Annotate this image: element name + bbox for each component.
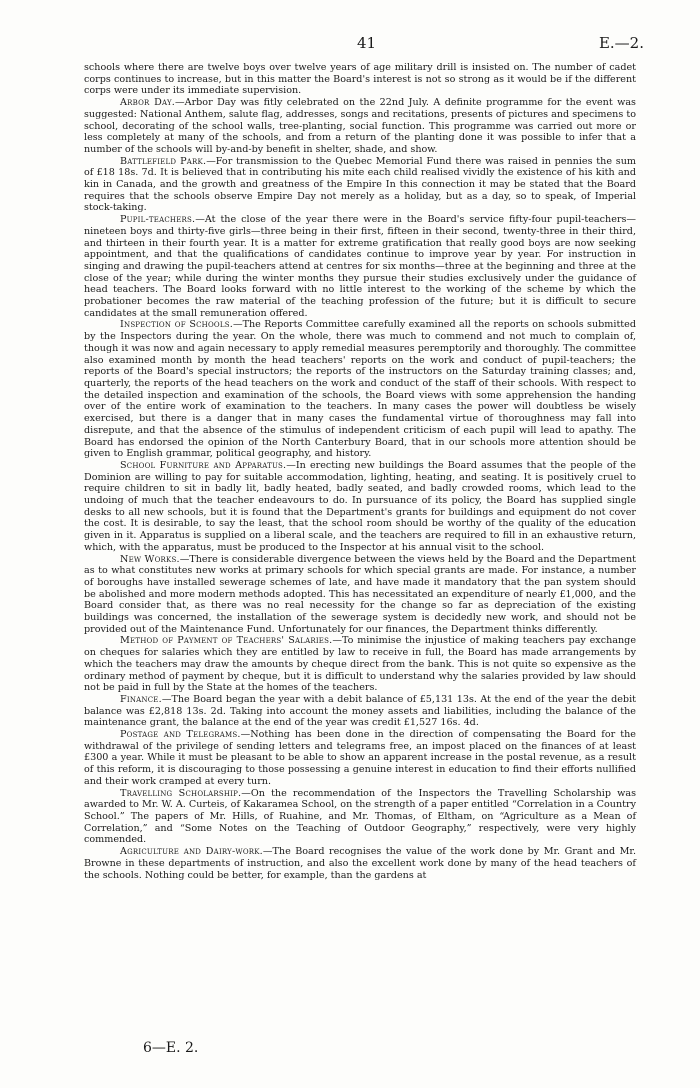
paragraph-postage-telegrams <box>84 729 636 788</box>
paragraph-text: —There is considerable divergence between the views held by the Board and the Department as to what constitutes new works at primary schools for which special grants are made. For instance, a number of boroughs have installed sewerage schemes of late, and have made it mandatory that the pan system should be abolished and more modern methods adopted. This has necessitated an expenditure of nearly £1,000, and the Board consider that, as there was no real necessity for the change so far as depreciation of the existing buildings was concerned, the installation of the sewerage system is decidedly new work, and should not be provided out of the Maintenance Fund. Unfortunately for our finances, the Department thinks differently. <box>84 553 637 635</box>
paragraph-text: —For transmission to the Quebec Memorial Fund there was raised in pennies the sum of £18 18s. 7d. It is believed that in contributing his mite each child realised vividly the existence of his kith and kin in Canada, and the growth and greatness of the Empire In this connection it may be stated that the Board requires that the schools observe Empire Day not merely as a holiday, but as a day, so to speak, of Imperial stock-taking. <box>84 155 637 214</box>
paragraph-text: —The Reports Committee carefully examined all the reports on schools submitted by the Inspectors during the year. On the whole, there was much to commend and not much to complain of, though it was now and again necessary to apply remedial measures peremptorily and thoroughly. The committee also examined month by month the head teachers' reports on the work and conduct of pupil-teachers; the reports of the Board's special instructors; the reports of the instructors on the Saturday training classes; and, quarterly, the reports of the head teachers on the work and conduct of the staff of their schools. With respect to the detailed inspection and examination of the schools, the Board views with some apprehension the handing over of the entire work of examination to the teachers. In many cases the power will doubtless be wisely exercised, but there is a danger that in many cases the fundamental virtue of thoroughness may fall into disrepute, and that the absence of the stimulus of independent criticism of each pupil will lead to apathy. The Board has endorsed the opinion of the North Canterbury Board, that in our schools more attention should be given to English grammar, political geography, and history. <box>84 319 636 460</box>
paragraph-school-furniture <box>84 460 636 554</box>
paragraph-text: —On the recommendation of the Inspectors the Travelling Scholarship was awarded to Mr. W. A. Curteis, of Kakaramea School, on the strength of a paper entitled “Correlation in a Country School.” The papers of Mr. Hills, of Ruahine, and Mr. Thomas, of Eltham, on “Agriculture as a Mean of Correlation,” and “Some Notes on the Teaching of Outdoor Geography,” respectively, were very highly commended. <box>84 787 637 846</box>
paragraph-inspection-of-schools <box>84 319 636 459</box>
paragraph-new-works <box>84 554 636 636</box>
paragraph-heading: School Furniture and Apparatus. <box>120 459 287 471</box>
paragraph-heading: Pupil-teachers. <box>120 214 196 226</box>
document-reference: E.—2. <box>598 34 644 52</box>
paragraph-arbor-day <box>84 97 636 156</box>
paragraph-battlefield-park <box>84 156 636 215</box>
paragraph-agriculture <box>84 846 636 881</box>
paragraph-text: —The Board recognises the value of the work done by Mr. Grant and Mr. Browne in these departments of instruction, and also the excellent work done by many of the head teachers of the schools. Nothing could be better, for example, than the gardens at <box>84 846 636 881</box>
paragraph-teachers-salaries <box>84 635 636 694</box>
paragraph-text: —In erecting new buildings the Board assumes that the people of the Dominion are willing to pay for suitable accommodation, lighting, heating, and seating. It is positively cruel to require children to sit in badly lit, badly heated, badly seated, and badly crowded rooms, which lead to the undoing of much that the teacher endeavours to do. In pursuance of its policy, the Board has supplied single desks to all new schools, but it is found that the Department's grants for buildings and equipment do not cover the cost. It is desirable, to say the least, that the school room should be worthy of the quality of the education given in it. Apparatus is supplied on a liberal scale, and the teachers are required to fill in an exhaustive return, which, with the apparatus, must be produced to the Inspector at his annual visit to the school. <box>84 459 636 553</box>
paragraph-heading: Travelling Scholarship. <box>120 787 242 799</box>
paragraph-heading: Finance. <box>120 693 162 705</box>
page-number: 41 <box>357 34 377 52</box>
page-header <box>0 34 700 54</box>
paragraph-heading: New Works. <box>120 553 180 565</box>
paragraph-text: —Nothing has been done in the direction of compensating the Board for the withdrawal of the privilege of sending letters and telegrams free, an impost placed on the finances of at least £300 a year. While it must be pleasant to be able to show an apparent increase in the postal revenue, as a result of this reform, it is discouraging to those possessing a genuine interest in education to find their efforts nullified and their work cramped at every turn. <box>84 729 636 787</box>
paragraph-heading: Inspection of Schools. <box>120 319 233 331</box>
paragraph-text: —The Board began the year with a debit balance of £5,131 13s. At the end of the year the debit balance was £2,818 13s. 2d. Taking into account the money assets and liabilities, including the balance of the maintenance grant, the balance at the end of the year was credit £1,527 16s. 4d. <box>84 693 636 729</box>
paragraph-pupil-teachers <box>84 214 636 319</box>
paragraph-text: —To minimise the injustice of making teachers pay exchange on cheques for salaries which they are entitled by law to receive in full, the Board has made arrangements by which the teachers may draw the amounts by cheque direct from the bank. This is not quite so expensive as the ordinary method of payment by cheque, but it is difficult to understand why the salaries provided by law should not be paid in full by the State at the homes of the teachers. <box>84 635 636 694</box>
paragraph-text: —Arbor Day was fitly celebrated on the 22nd July. A definite programme for the event was suggested: National Anthem, salute flag, addresses, songs and recitations, presents of pictures and specimens to school, decorating of the school walls, tree-planting, social function. This programme was carried out more or less completely at many of the schools, and from a return of the planting done it was possible to infer that a number of the schools will by-and-by benefit in shelter, shade, and show. <box>84 97 636 155</box>
paragraph-cadet-drill <box>84 62 636 97</box>
paragraph-text: —At the close of the year there were in the Board's service fifty-four pupil-teachers—nineteen boys and thirty-five girls—three being in their first, fifteen in their second, twenty-three in their third, and thirteen in their fourth year. It is a matter for extreme gratification that really good boys are now seeking appointment, and that the qualifications of candidates continue to improve year by year. For instruction in singing and drawing the pupil-teachers attend at centres for six months—three at the beginning and three at the close of the year; while during the winter months they pursue their studies exclusively under the guidance of head teachers. The Board looks forward with no little interest to the working of the scheme by which the probationer becomes the raw material of the teaching profession of the future; but it is difficult to secure candidates at the small remuneration offered. <box>84 214 636 319</box>
paragraph-heading: Battlefield Park. <box>120 155 207 167</box>
paragraph-finance <box>84 694 636 729</box>
paragraph-heading: Method of Payment of Teachers' Salaries. <box>120 635 333 647</box>
paragraph-heading: Postage and Telegrams. <box>120 729 241 741</box>
paragraph-travelling-scholarship <box>84 788 636 847</box>
sheet-mark: 6—E. 2. <box>143 1040 199 1056</box>
body-text <box>84 62 636 881</box>
paragraph-text: schools where there are twelve boys over twelve years of age military drill is insisted on. The number of cadet corps continues to increase, but in this matter the Board's interest is not so strong as it would be if the different corps were under its immediate supervision. <box>84 62 636 97</box>
paragraph-heading: Arbor Day. <box>120 97 176 109</box>
paragraph-heading: Agriculture and Dairy-work. <box>120 846 263 858</box>
